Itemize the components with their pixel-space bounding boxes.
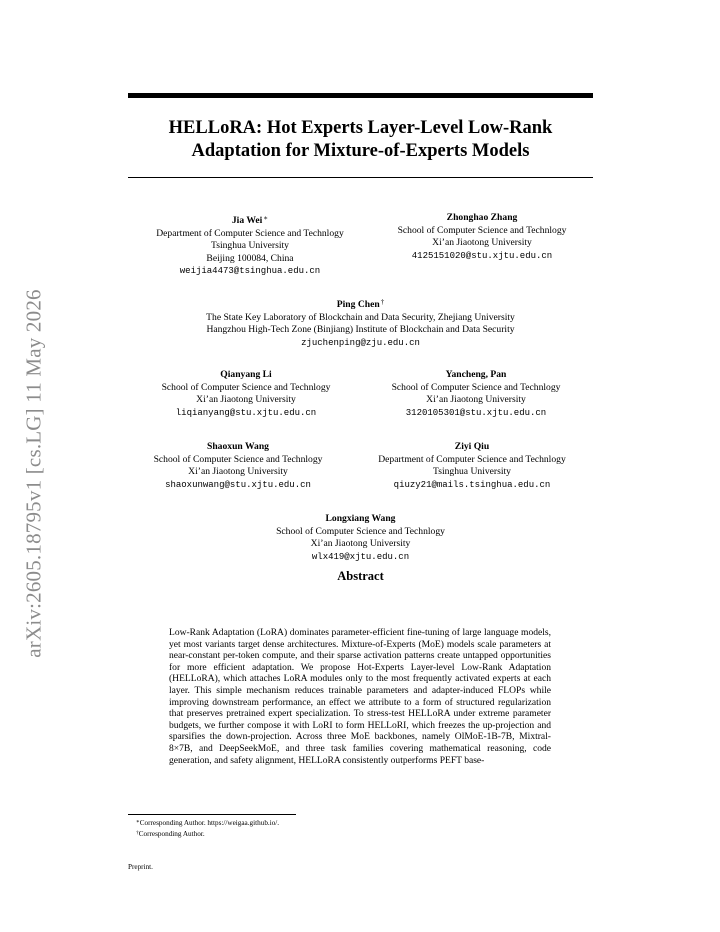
author-block (370, 212, 594, 262)
author-affiliation: Xi’an Jiaotong University (432, 237, 532, 248)
author-block (130, 369, 362, 419)
author-affiliation: School of Computer Science and Technlogy (153, 453, 323, 465)
author-affiliation: School of Computer Science and Technlogy (161, 381, 331, 393)
arxiv-identifier: arXiv:2605.18795v1 [cs.LG] 11 May 2026 (21, 288, 46, 658)
author-affiliation: Beijing 100084, China (206, 252, 294, 264)
author-email: liqianyang@stu.xjtu.edu.cn (175, 407, 317, 418)
author-name: Shaoxun Wang (207, 441, 269, 452)
author-affiliation: Xi’an Jiaotong University (426, 394, 526, 405)
author-email: qiuzy21@mails.tsinghua.edu.cn (393, 479, 551, 490)
author-email: wlx419@xjtu.edu.cn (311, 551, 410, 562)
author-name: Zhonghao Zhang (446, 212, 518, 223)
author-affiliation: Department of Computer Science and Technlogy (156, 227, 344, 239)
author-name: Longxiang Wang (325, 513, 396, 524)
author-email: 3120105301@stu.xjtu.edu.cn (405, 407, 547, 418)
footnote-text: Corresponding Author. https://weigaa.github.io/. (139, 819, 280, 827)
author-name: Yancheng, Pan (445, 369, 507, 380)
author-email: shaoxunwang@stu.xjtu.edu.cn (165, 479, 311, 490)
author-affiliation: Xi’an Jiaotong University (310, 538, 411, 549)
footnote-symbol: † (136, 829, 139, 836)
author-affiliation: Xi’an Jiaotong University (196, 394, 296, 405)
author-block (128, 513, 593, 563)
author-email: 4125151020@stu.xjtu.edu.cn (411, 250, 553, 261)
author-block (343, 441, 601, 491)
author-name: Ziyi Qiu (454, 441, 490, 452)
author-name: Jia Wei∗ (231, 214, 269, 226)
author-affiliation: The State Key Laboratory of Blockchain and Data Security, Zhejiang University (206, 311, 515, 323)
author-affiliation: School of Computer Science and Technlogy (391, 381, 561, 393)
paper-title (128, 117, 593, 163)
footnotes (136, 818, 279, 839)
author-block (360, 369, 592, 419)
author-block (126, 441, 350, 491)
author-affiliation: School of Computer Science and Technlogy (276, 525, 445, 537)
footnote (136, 818, 279, 829)
author-affiliation: Department of Computer Science and Technlogy (378, 453, 566, 465)
author-email: zjuchenping@zju.edu.cn (301, 337, 420, 348)
author-mark: † (380, 298, 385, 306)
preprint-label: Preprint. (128, 863, 153, 871)
author-mark: ∗ (263, 214, 269, 222)
author-name: Ping Chen† (336, 298, 385, 310)
title-line-1: HELLoRA: Hot Experts Layer-Level Low-Rank (168, 118, 553, 138)
title-line-2: Adaptation for Mixture-of-Experts Models (191, 141, 530, 161)
footnote-rule (128, 814, 296, 815)
footnote-symbol: ∗ (136, 819, 140, 825)
author-affiliation: School of Computer Science and Technlogy (397, 224, 567, 236)
abstract-text: Low-Rank Adaptation (LoRA) dominates parameter-efficient fine-tuning of large language models, yet most variants target dense architectures. Mixture-of-Experts (MoE) models scale parameters at near-constant per-token compute, and their sparse activation patterns create untapped opportunities for more efficient adaptation. We propose Hot-Experts Layer-level Low-Rank Adaptation (HELLoRA), which attaches LoRA modules only to the most frequently activated experts at each layer. This simple mechanism reduces trainable parameters and adapter-induced FLOPs while improving downstream performance, an effect we attribute to a form of structured regularization that preserves pretrained expert specialization. To stress-test HELLoRA under extreme parameter budgets, we further compose it with LoRI to form HELLoRI, which freezes the up-projection and sparsifies the down-projection. Across three MoE backbones, namely OlMoE-1B-7B, Mixtral-8×7B, and DeepSeekMoE, and three task families covering mathematical reasoning, code generation, and safety alignment, HELLoRA consistently outperforms PEFT base- (169, 627, 551, 766)
author-block (128, 296, 593, 349)
footnote (136, 829, 279, 840)
footnote-text: Corresponding Author. (138, 829, 205, 838)
title-bottom-rule (128, 177, 593, 178)
arxiv-sidebar (14, 258, 54, 688)
author-name: Qianyang Li (220, 369, 272, 380)
author-email: weijia4473@tsinghua.edu.cn (179, 266, 321, 276)
author-affiliation: Hangzhou High-Tech Zone (Binjiang) Institute of Blockchain and Data Security (206, 324, 515, 335)
author-block (126, 212, 374, 278)
author-affiliation: Tsinghua University (433, 466, 511, 477)
abstract-heading: Abstract (337, 569, 384, 583)
author-affiliation: Tsinghua University (211, 240, 289, 251)
title-top-rule (128, 93, 593, 98)
author-affiliation: Xi’an Jiaotong University (188, 466, 288, 477)
